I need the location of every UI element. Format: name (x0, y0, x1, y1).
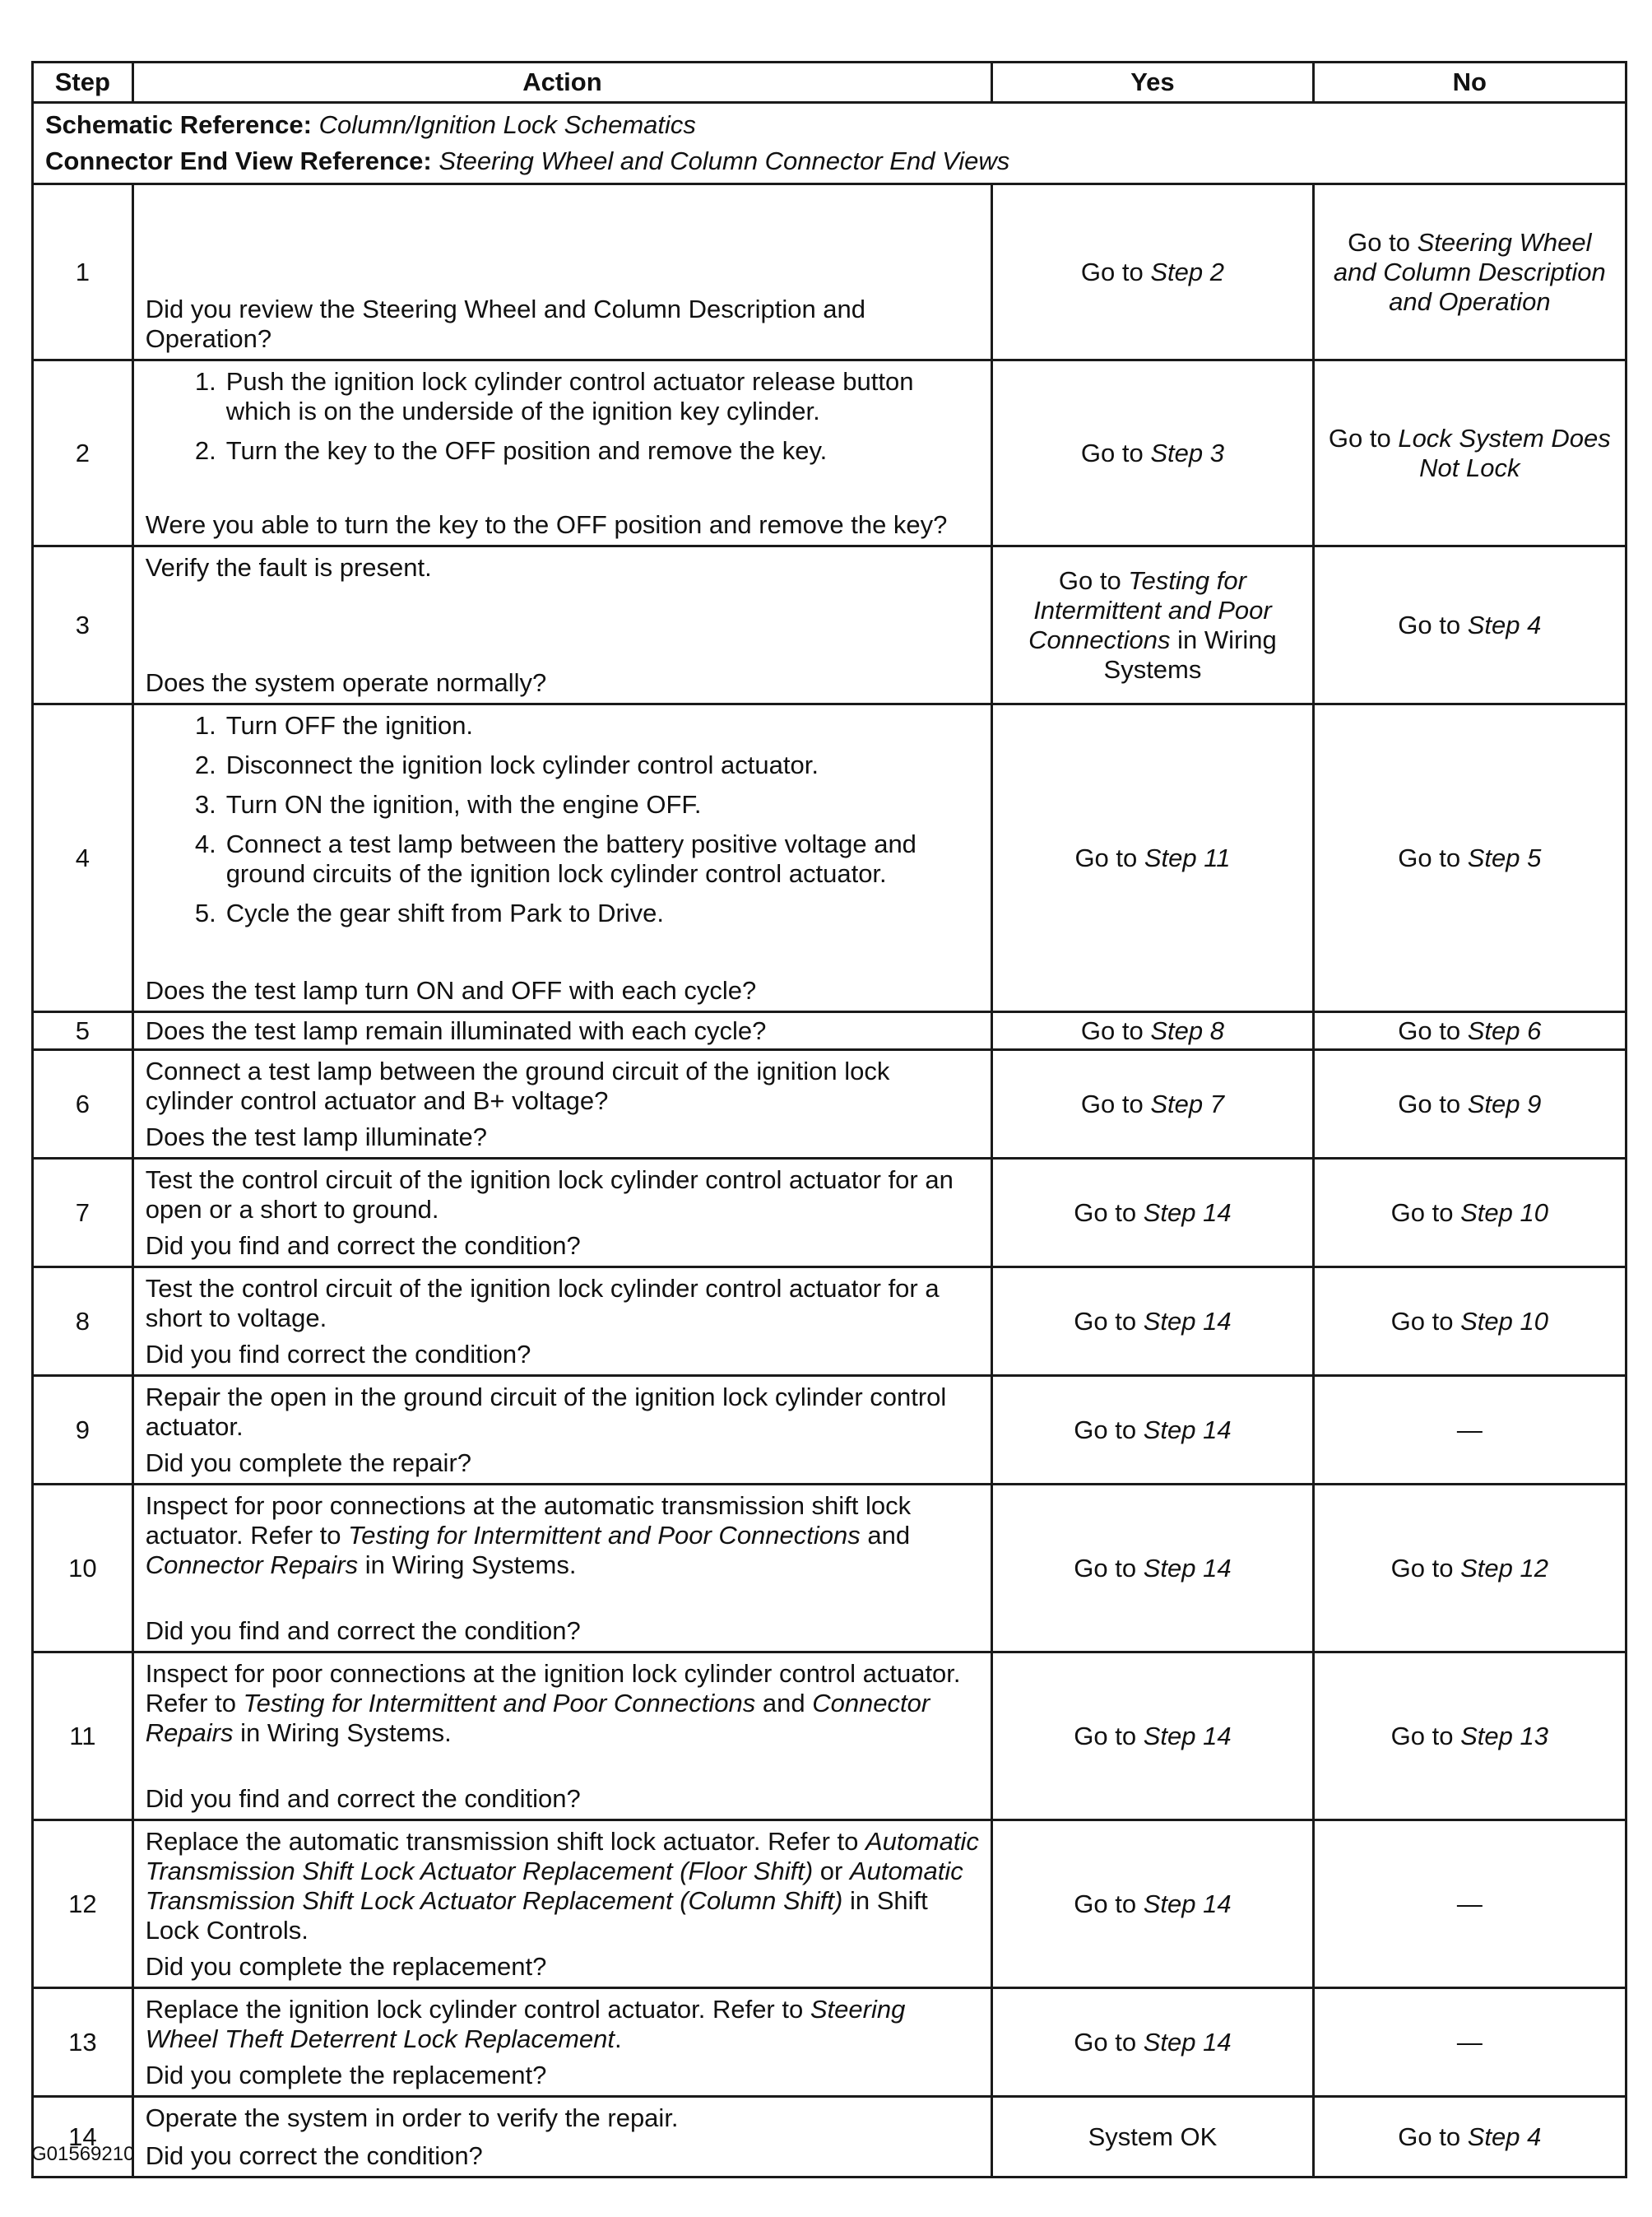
yes-outcome (992, 1652, 1313, 1820)
step-row (33, 184, 1626, 360)
text-run: Go to (1390, 1553, 1461, 1583)
text-run: Did you complete the replacement? (145, 2060, 547, 2089)
action-instruction (146, 553, 980, 583)
reference-link-text: Step 3 (1150, 438, 1224, 467)
step-row (33, 1376, 1626, 1485)
action-list-item (146, 830, 980, 889)
no-outcome (1313, 1820, 1626, 1988)
action-question (146, 1448, 980, 1478)
text-run: Go to (1074, 1889, 1144, 1918)
text-run: Go to (1074, 1415, 1144, 1444)
step-action (132, 1267, 992, 1376)
text-run: Does the test lamp illuminate? (145, 1122, 487, 1151)
step-row (33, 546, 1626, 704)
action-question (146, 668, 980, 698)
reference-link-text: Step 4 (1467, 610, 1542, 639)
text-run: in Wiring Systems. (233, 1717, 452, 1747)
step-number: 14 (33, 2097, 133, 2177)
action-list-item (146, 367, 980, 426)
reference-link-text: Step 14 (1143, 1721, 1232, 1750)
step-row (33, 1820, 1626, 1988)
action-instruction (146, 1827, 980, 1945)
header-no: No (1313, 63, 1626, 103)
reference-link-text: Step 14 (1143, 1197, 1232, 1227)
step-number: 9 (33, 1376, 133, 1485)
reference-link-text: Lock System Does Not Lock (1398, 423, 1611, 482)
action-instructions (146, 711, 980, 938)
connector-reference-label: Connector End View Reference: (45, 146, 432, 175)
action-instruction (146, 1165, 980, 1225)
step-row (33, 704, 1626, 1012)
step-row (33, 1652, 1626, 1820)
action-question (146, 1122, 980, 1152)
step-action (132, 1820, 992, 1988)
action-instructions (146, 1827, 980, 1945)
text-run: or (813, 1856, 850, 1885)
list-item-number: 5. (194, 898, 216, 927)
action-list-item (146, 436, 980, 466)
header-step: Step (33, 63, 133, 103)
text-run: Does the test lamp remain illuminated with each cycle? (145, 1016, 767, 1045)
no-outcome (1313, 2097, 1626, 2177)
text-run: Go to (1058, 565, 1129, 595)
text-run: Go to (1074, 1721, 1144, 1750)
action-instructions (146, 1659, 980, 1748)
no-outcome (1313, 1050, 1626, 1159)
text-run: Go to (1398, 843, 1468, 872)
header-row (33, 63, 1626, 103)
text-run: Does the system operate normally? (145, 667, 547, 697)
action-instruction (146, 1995, 980, 2054)
yes-outcome (992, 1988, 1313, 2097)
step-action (132, 1159, 992, 1267)
schematic-reference-label: Schematic Reference: (45, 110, 312, 139)
yes-outcome (992, 360, 1313, 546)
no-outcome (1313, 1376, 1626, 1485)
no-outcome (1313, 1652, 1626, 1820)
reference-link-text: Step 8 (1150, 1016, 1224, 1045)
no-outcome (1313, 360, 1626, 546)
no-outcome (1313, 184, 1626, 360)
text-run: and (860, 1520, 911, 1550)
text-run: Replace the ignition lock cylinder control actuator. Refer to (145, 1994, 810, 2024)
step-action (132, 2097, 992, 2177)
text-run: Go to (1398, 1016, 1468, 1045)
text-run: Connect a test lamp between the ground circuit of the ignition lock cylinder control actuator and B+ voltage? (145, 1056, 890, 1115)
step-number: 5 (33, 1012, 133, 1050)
step-number: 12 (33, 1820, 133, 1988)
reference-link-text: Steering Wheel Theft Deterrent Lock Replacement (145, 1994, 906, 2053)
action-instructions (146, 367, 980, 476)
action-question (146, 1016, 980, 1046)
text-run: Did you complete the repair? (145, 1448, 472, 1477)
text-run: System OK (1088, 2122, 1218, 2151)
list-item-text: Disconnect the ignition lock cylinder control actuator. (225, 750, 819, 779)
list-item-number: 1. (194, 366, 216, 396)
text-run: Go to (1390, 1721, 1461, 1750)
action-instructions (146, 2103, 980, 2133)
text-run: Go to (1398, 610, 1468, 639)
step-number: 1 (33, 184, 133, 360)
reference-link-text: Step 12 (1460, 1553, 1548, 1583)
reference-link-text: Testing for Intermittent and Poor Connections (348, 1520, 861, 1550)
step-action (132, 1485, 992, 1652)
step-number: 13 (33, 1988, 133, 2097)
list-item-number: 1. (194, 710, 216, 740)
reference-link-text: Connector Repairs (145, 1550, 359, 1579)
text-run: Test the control circuit of the ignition lock cylinder control actuator for an open or a short to ground. (145, 1164, 954, 1224)
step-number: 8 (33, 1267, 133, 1376)
reference-link-text: Automatic Transmission Shift Lock Actuator Replacement (Floor Shift) (145, 1826, 979, 1885)
header-yes: Yes (992, 63, 1313, 103)
yes-outcome (992, 184, 1313, 360)
action-step-list (146, 367, 980, 466)
list-item-text: Push the ignition lock cylinder control actuator release button which is on the underside of the ignition key cylinder. (225, 366, 914, 425)
text-run: Go to (1074, 2027, 1144, 2057)
reference-link-text: Testing for Intermittent and Poor Connections (1028, 565, 1272, 654)
text-run: Go to (1328, 423, 1399, 453)
text-run: Go to (1398, 2122, 1468, 2151)
figure-id: G01569210 (31, 2143, 135, 2165)
step-row (33, 1159, 1626, 1267)
text-run: Did you find and correct the condition? (145, 1783, 581, 1813)
text-run: Go to (1398, 1089, 1468, 1118)
step-row (33, 1485, 1626, 1652)
no-outcome (1313, 1485, 1626, 1652)
action-list-item (146, 711, 980, 741)
text-run: Did you find and correct the condition? (145, 1615, 581, 1645)
no-outcome (1313, 1267, 1626, 1376)
text-run: Go to (1080, 438, 1151, 467)
action-instructions (146, 1057, 980, 1116)
no-outcome (1313, 1988, 1626, 2097)
reference-cell (33, 103, 1626, 184)
action-instruction (146, 1057, 980, 1116)
action-question (146, 1952, 980, 1982)
text-run: in Shift Lock Controls. (145, 1885, 928, 1945)
text-run: Replace the automatic transmission shift lock actuator. Refer to (145, 1826, 865, 1856)
action-instruction (146, 1274, 980, 1333)
text-run: Go to (1074, 1306, 1144, 1336)
yes-outcome (992, 1012, 1313, 1050)
reference-link-text: Step 10 (1460, 1197, 1548, 1227)
yes-outcome (992, 1376, 1313, 1485)
text-run: Did you correct the condition? (145, 2140, 483, 2170)
text-run: Does the test lamp turn ON and OFF with each cycle? (145, 975, 757, 1005)
no-outcome (1313, 1159, 1626, 1267)
text-run: Go to (1080, 1016, 1151, 1045)
text-run: Did you find correct the condition? (145, 1339, 531, 1369)
list-item-number: 2. (194, 750, 216, 779)
reference-link-text: Step 5 (1467, 843, 1542, 872)
action-list-item (146, 790, 980, 820)
reference-link-text: Step 7 (1150, 1089, 1224, 1118)
no-outcome (1313, 1012, 1626, 1050)
action-question (146, 1616, 980, 1646)
list-item-text: Turn the key to the OFF position and remove the key. (225, 435, 828, 465)
text-run: in Wiring Systems. (358, 1550, 577, 1579)
action-list-item (146, 751, 980, 780)
text-run: Were you able to turn the key to the OFF position and remove the key? (145, 509, 948, 539)
step-action (132, 1988, 992, 2097)
list-item-number: 4. (194, 829, 216, 858)
list-item-number: 3. (194, 789, 216, 819)
table-body (33, 103, 1626, 2177)
reference-link-text: Connector Repairs (145, 1688, 930, 1747)
step-row (33, 360, 1626, 546)
text-run: Test the control circuit of the ignition lock cylinder control actuator for a short to voltage. (145, 1273, 940, 1332)
header-action: Action (132, 63, 992, 103)
action-question (146, 1784, 980, 1814)
text-run: Did you review the Steering Wheel and Column Description and Operation? (145, 294, 866, 353)
action-step-list (146, 711, 980, 928)
text-run: — (1456, 1889, 1483, 1918)
step-number: 11 (33, 1652, 133, 1820)
action-question (146, 295, 980, 354)
step-action (132, 1012, 992, 1050)
text-run: Inspect for poor connections at the automatic transmission shift lock actuator. Refer to (145, 1490, 912, 1550)
step-row (33, 2097, 1626, 2177)
action-instruction (146, 1383, 980, 1442)
action-instructions (146, 1995, 980, 2054)
reference-link-text: Steering Wheel and Column Description and Operation (1333, 227, 1606, 316)
list-item-text: Cycle the gear shift from Park to Drive. (225, 898, 665, 927)
action-question (146, 976, 980, 1006)
yes-outcome (992, 1267, 1313, 1376)
yes-outcome (992, 1485, 1313, 1652)
step-number: 6 (33, 1050, 133, 1159)
action-instruction (146, 1491, 980, 1580)
reference-link-text: Step 2 (1150, 257, 1224, 286)
action-question (146, 1340, 980, 1369)
text-run: Operate the system in order to verify the repair. (145, 2103, 679, 2132)
step-row (33, 1050, 1626, 1159)
step-row (33, 1988, 1626, 2097)
action-question (146, 2141, 980, 2171)
text-run: Go to (1074, 843, 1144, 872)
action-instructions (146, 1165, 980, 1225)
no-outcome (1313, 704, 1626, 1012)
text-run: Go to (1080, 257, 1151, 286)
reference-link-text: Testing for Intermittent and Poor Connections (243, 1688, 756, 1717)
yes-outcome (992, 704, 1313, 1012)
text-run: and (755, 1688, 813, 1717)
text-run: Did you complete the replacement? (145, 1951, 547, 1981)
text-run: Go to (1348, 227, 1418, 257)
schematic-reference (45, 107, 1613, 143)
step-action (132, 184, 992, 360)
step-number: 2 (33, 360, 133, 546)
yes-outcome (992, 2097, 1313, 2177)
action-question (146, 510, 980, 540)
text-run: Inspect for poor connections at the ignition lock cylinder control actuator. Refer to (145, 1658, 961, 1717)
list-item-text: Turn OFF the ignition. (225, 710, 474, 740)
reference-link-text: Step 14 (1143, 1889, 1232, 1918)
reference-link-text: Step 4 (1467, 2122, 1542, 2151)
text-run: in Wiring Systems (1103, 625, 1277, 684)
action-question (146, 2061, 980, 2090)
text-run: Repair the open in the ground circuit of the ignition lock cylinder control actuator. (145, 1382, 947, 1441)
text-run: . (615, 2024, 622, 2053)
reference-link-text: Step 14 (1143, 1415, 1232, 1444)
step-number: 7 (33, 1159, 133, 1267)
step-action (132, 546, 992, 704)
schematic-reference-value: Column/Ignition Lock Schematics (318, 110, 696, 139)
reference-link-text: Step 11 (1144, 843, 1231, 872)
yes-outcome (992, 1820, 1313, 1988)
text-run: Did you find and correct the condition? (145, 1230, 581, 1260)
step-number: 3 (33, 546, 133, 704)
action-list-item (146, 899, 980, 928)
action-question (146, 1231, 980, 1261)
step-action (132, 704, 992, 1012)
text-run: Go to (1074, 1197, 1144, 1227)
action-instructions (146, 1383, 980, 1442)
step-action (132, 360, 992, 546)
step-number: 10 (33, 1485, 133, 1652)
yes-outcome (992, 1159, 1313, 1267)
step-action (132, 1050, 992, 1159)
reference-link-text: Step 14 (1143, 2027, 1232, 2057)
action-instruction (146, 2103, 980, 2133)
step-action (132, 1652, 992, 1820)
connector-reference (45, 143, 1613, 179)
text-run: Verify the fault is present. (145, 552, 432, 582)
step-row (33, 1267, 1626, 1376)
reference-link-text: Step 6 (1467, 1016, 1542, 1045)
diagnostic-table (31, 61, 1627, 2178)
yes-outcome (992, 546, 1313, 704)
text-run: — (1456, 1415, 1483, 1444)
reference-link-text: Step 14 (1143, 1306, 1232, 1336)
action-instructions (146, 1491, 980, 1580)
action-instructions (146, 1274, 980, 1333)
reference-link-text: Automatic Transmission Shift Lock Actuator Replacement (Column Shift) (145, 1856, 963, 1915)
text-run: Go to (1074, 1553, 1144, 1583)
step-action (132, 1376, 992, 1485)
text-run: Go to (1080, 1089, 1151, 1118)
reference-link-text: Step 14 (1143, 1553, 1232, 1583)
yes-outcome (992, 1050, 1313, 1159)
text-run: — (1456, 2027, 1483, 2057)
reference-row (33, 103, 1626, 184)
list-item-number: 2. (194, 435, 216, 465)
reference-link-text: Step 13 (1460, 1721, 1548, 1750)
connector-reference-value: Steering Wheel and Column Connector End Views (439, 146, 1010, 175)
action-instruction (146, 1659, 980, 1748)
step-row (33, 1012, 1626, 1050)
step-number: 4 (33, 704, 133, 1012)
reference-link-text: Step 9 (1467, 1089, 1542, 1118)
text-run: Go to (1390, 1197, 1461, 1227)
action-instructions (146, 553, 980, 583)
text-run: Go to (1390, 1306, 1461, 1336)
no-outcome (1313, 546, 1626, 704)
reference-link-text: Step 10 (1460, 1306, 1548, 1336)
list-item-text: Connect a test lamp between the battery positive voltage and ground circuits of the ignition lock cylinder control actuator. (225, 829, 916, 888)
list-item-text: Turn ON the ignition, with the engine OFF. (225, 789, 702, 819)
